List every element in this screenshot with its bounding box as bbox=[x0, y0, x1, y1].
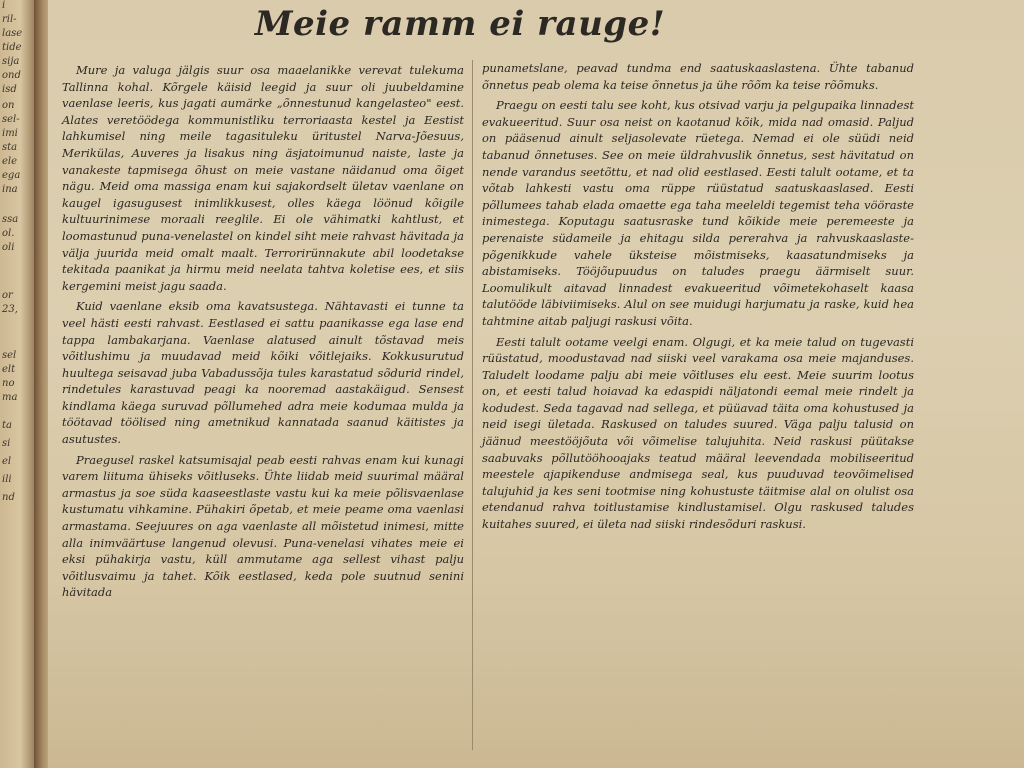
paragraph: Eesti talult ootame veelgi enam. Olgugi, et ka meie talud on tugevasti rüüstatud, moodustavad nad siiski veel varakama osa meie majanduses. Taludelt loodame palju abi meie võitluses elu eest. Meie suurim lootus on, et eesti talud hoiavad ka edaspidi näljatondi eemal meie rindelt ja kodudest. Seda tagavad nad sellega, et püüavad täita oma kohustused ja neid isegi ületada. Raskused on taludes suured. Väga palju talusid on jäänud meestööjõuta või võimelise talujuhita. Neid raskusi püütakse saabuvaks põllutööhooajaks teatud määral leevendada mobiliseeritud meestele ajapikenduse andmisega seal, kus puuduvad teovõimelised talujuhid ja kes seni tootmise ning kohustuste täitmise alal on olulist osa etendanud rahva toitlustamise kindlustamisel. Olgu raskused taludes kuitahes suured, ei ületa nad siiski rindesõduri raskusi. bbox=[482, 334, 914, 532]
left-page-text-fragment: ina bbox=[2, 184, 18, 195]
article-column-right bbox=[482, 60, 914, 537]
left-page-text-fragment: nd bbox=[2, 492, 15, 503]
left-page-text-fragment: sta bbox=[2, 142, 18, 153]
column-divider bbox=[472, 60, 473, 750]
left-page-text-fragment: elt bbox=[2, 364, 16, 375]
left-page-text-fragment: ma bbox=[2, 392, 18, 403]
left-page-text-fragment: si bbox=[2, 438, 11, 449]
left-page-text-fragment: i bbox=[2, 0, 6, 11]
paragraph: Praegusel raskel katsumisajal peab eesti rahvas enam kui kunagi varem liituma ühiseks võitluseks. Ühte liidab meid suurimal määral armastus ja soe süda kaaseestlaste vastu kui ka meie põlisvaenlase kustumatu vihkamine. Pühakiri õpetab, et meie peame oma vaenlasi armastama. Seejuures on aga vaenlaste all mõistetud inimesi, mitte alla inimväärtuse langenud olevusi. Puna-venelasi vihates meie ei eksi pühakirja vastu, küll ammutame aga sellest vihast palju võitlusvaimu ja tahet. Kõik eestlased, keda pole suutnud senini hävitada bbox=[62, 452, 464, 600]
left-page-text-fragment: imi bbox=[2, 128, 18, 139]
left-page-text-fragment: 23, bbox=[2, 304, 18, 315]
left-page-text-fragment: sel bbox=[2, 350, 17, 361]
left-page-text-fragment: or bbox=[2, 290, 13, 301]
left-page-text-fragment: ili bbox=[2, 474, 12, 485]
left-page-text-fragment: ril- bbox=[2, 14, 17, 25]
paragraph: Mure ja valuga jälgis suur osa maaelanikke verevat tulekuma Tallinna kohal. Kõrgele käisid leegid ja suur oli juubeldamine vaenlase leeris, kus jagati aumärke „õnnestunud kangelasteo" eest. Alates veretöödega kommunistliku terroriaasta kestel ja Eestist lahkumisel ning meile tagasituleku üritustel Narva-Jõesuus, Merikülas, Auveres ja lisakus ning äsjatoimunud naiste, laste ja vanakeste tapmisega õhust on meie vastane näidanud oma õiget nägu. Meid oma massiga enam kui sajakordselt ületav vaenlane on kaugel igasugusest inimlikkusest, olles käega löönud kõigile kultuurinimese moraali reeglile. Ei ole vähimatki kahtlust, et loomastunud puna-venelastel on kindel siht meie rahvast hävitada ja välja juurida meid omalt maalt. Terrorirünnakute abil loodetakse tekitada paanikat ja hirmu meid neelata tahtva koletise ees, et siis kergemini meist jagu saada. bbox=[62, 63, 464, 293]
left-page-text-fragment: ega bbox=[2, 170, 21, 181]
left-page-edge bbox=[0, 0, 34, 768]
paragraph: punametslane, peavad tundma end saatuskaaslastena. Ühte tabanud õnnetus peab olema ka teise õnnetus ja ühe rõõm ka teise rõõmuks. bbox=[482, 61, 914, 92]
left-page-text-fragment: no bbox=[2, 378, 15, 389]
article-headline: Meie ramm ei rauge! bbox=[254, 4, 666, 44]
left-page-text-fragment: tide bbox=[2, 42, 22, 53]
paragraph: Praegu on eesti talu see koht, kus otsivad varju ja pelgupaika linnadest evakueeritud. Suur osa neist on kaotanud kõik, mida nad omasid. Paljud on pääsenud ainult seljasolevate rüetega. Nemad ei ole süüdi neid tabanud õnnetuses. See on meie üldrahvuslik õnnetus, sest hävitatud on nende varandus seetõttu, et nad olid eestlased. Eesti talult ootame, et ta võtab lahkesti vastu oma rüppe rüüstatud saatuskaaslased. Eesti põllumees tahab elada omaette ega taha meeleldi tegemist teha vööraste inimestega. Koputagu saatusraske tund kõikide meie peremeeste ja perenaiste südameile ja ehitagu silda pererahva ja rahvuskaaslaste-põgenikkude vahele üksteise mõistmiseks, kaasatundmiseks ja abistamiseks. Tööjõupuudus on taludes praegu äärmiselt suur. Loomulikult aitavad linnadest evakueeritud võimetekohaselt kaasa talutööde läbiviimiseks. Alul on see muidugi harjumatu ja raske, kuid hea tahtmine aitab paljugi raskusi võita. bbox=[482, 98, 914, 328]
article-column-left bbox=[62, 62, 464, 605]
left-page-text-fragment: isd bbox=[2, 84, 17, 95]
left-page-text-fragment: el bbox=[2, 456, 12, 467]
left-page-text-fragment: lase bbox=[2, 28, 23, 39]
left-page-text-fragment: sel- bbox=[2, 114, 20, 125]
left-page-text-fragment: ta bbox=[2, 420, 12, 431]
left-page-text-fragment: ond bbox=[2, 70, 21, 81]
left-page-text-fragment: ol. bbox=[2, 228, 15, 239]
left-page-text-fragment: on bbox=[2, 100, 15, 111]
left-page-text-fragment: oli bbox=[2, 242, 15, 253]
left-page-text-fragment: sija bbox=[2, 56, 20, 67]
left-page-text-fragment: ele bbox=[2, 156, 18, 167]
paragraph: Kuid vaenlane eksib oma kavatsustega. Nähtavasti ei tunne ta veel hästi eesti rahvast. Eestlased ei sattu paanikasse ega lase end tappa lambakarjana. Vaenlase alatused ainult tõstavad meis võitlushimu ja muudavad meid kõiki võitlejaiks. Kokkusurutud huultega seisavad juba Vabadussõja tules karastatud sõdurid rindel, rindetules karastuvad peagi ka nooremad aastakäigud. Sensest kindlama käega suruvad põllumehed adra meie kodumaa mulda ja töötavad töölised ning ametnikud kannatada saanud käitistes ja asutustes. bbox=[62, 299, 464, 447]
left-page-text-fragment: ssa bbox=[2, 214, 19, 225]
